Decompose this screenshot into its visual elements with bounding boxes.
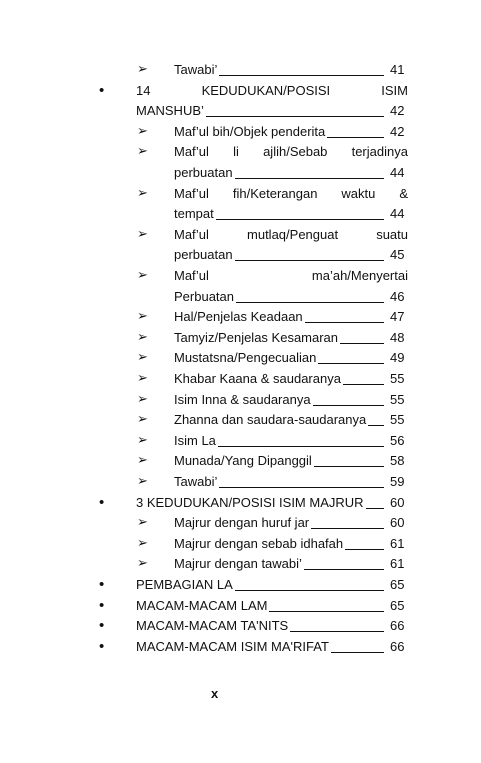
toc-page-number: 55 (390, 412, 405, 428)
toc-page-number: 42 (390, 123, 405, 139)
toc-entry-title: Majrur dengan tawabi’ (174, 556, 302, 572)
toc-entry-title: Majrur dengan huruf jar (174, 515, 310, 531)
toc-entry-title (174, 268, 408, 284)
dot-leader (318, 363, 384, 364)
toc-page-number: 55 (390, 371, 405, 386)
toc-page-number: 44 (390, 165, 405, 180)
dot-leader (368, 425, 384, 426)
toc-entry-title: Tawabi’ (174, 62, 218, 77)
bullet-icon: • (99, 576, 105, 593)
toc-entry-word: ma’ah/Menyertai (311, 268, 408, 283)
dot-leader (216, 219, 384, 220)
arrow-bullet-icon: ➢ (137, 144, 148, 160)
toc-entry-title: MACAM-MACAM LAM (136, 597, 268, 613)
arrow-bullet-icon: ➢ (137, 309, 148, 325)
bullet-icon: • (99, 81, 105, 99)
toc-page-number: 44 (390, 206, 405, 222)
bullet-icon: • (99, 637, 105, 655)
toc-entry-title-continued: MANSHUB’ (136, 103, 204, 119)
toc-entry-title (174, 144, 408, 160)
toc-entry-title (174, 227, 408, 243)
toc-entry-word: Maf’ul (174, 268, 209, 283)
dot-leader (366, 508, 384, 509)
bullet-icon: • (99, 596, 105, 614)
toc-entry-title: Tawabi’ (174, 474, 218, 489)
toc-entry-word: li (233, 144, 239, 160)
dot-leader (235, 260, 384, 261)
toc-page-number: 47 (390, 309, 405, 325)
dot-leader (236, 302, 384, 303)
toc-entry-title (174, 186, 408, 202)
dot-leader (340, 343, 384, 344)
toc-page-number: 61 (390, 535, 405, 551)
arrow-bullet-icon: ➢ (137, 62, 148, 77)
toc-entry-word: Maf’ul (174, 185, 209, 201)
toc-entry-title-continued: perbuatan (174, 247, 233, 263)
dot-leader (219, 75, 384, 76)
toc-page-number: 56 (390, 432, 405, 448)
toc-entry-word: KEDUDUKAN/POSISI (201, 82, 331, 98)
toc-page-number: 46 (390, 288, 405, 304)
dot-leader (206, 116, 384, 117)
arrow-bullet-icon: ➢ (137, 123, 148, 139)
toc-entry-title: Zhanna dan saudara-saudaranya (174, 412, 367, 428)
toc-page-number: 60 (390, 494, 405, 510)
toc-entry-title (136, 83, 408, 99)
toc-page-number: 66 (390, 638, 405, 654)
dot-leader (235, 178, 384, 179)
toc-page-number: 42 (390, 103, 405, 119)
toc-page-number: 48 (390, 329, 405, 345)
toc-entry-title: MACAM-MACAM ISIM MA'RIFAT (136, 638, 329, 654)
arrow-bullet-icon: ➢ (137, 391, 148, 407)
toc-page-number: 65 (390, 577, 405, 592)
toc-entry-title-continued: tempat (174, 206, 214, 222)
dot-leader (343, 384, 384, 385)
toc-entry-word: Maf’ul (174, 226, 209, 242)
page-number: x (211, 686, 219, 701)
arrow-bullet-icon: ➢ (137, 329, 148, 345)
toc-entry-word: terjadinya (351, 144, 408, 160)
dot-leader (305, 322, 384, 323)
toc-entry-title: 3 KEDUDUKAN/POSISI ISIM MAJRUR (136, 494, 364, 510)
dot-leader (331, 652, 384, 653)
toc-entry-title: PEMBAGIAN LA (136, 577, 233, 592)
dot-leader (313, 405, 384, 406)
dot-leader (311, 528, 384, 529)
toc-entry-title: Khabar Kaana & saudaranya (174, 371, 341, 386)
arrow-bullet-icon: ➢ (137, 432, 148, 448)
toc-page-number: 45 (390, 247, 405, 263)
arrow-bullet-icon: ➢ (137, 535, 148, 551)
toc-entry-word: fih/Keterangan (232, 185, 318, 201)
toc-entry-title: Isim La (174, 432, 216, 448)
toc-entry-title: Majrur dengan sebab idhafah (174, 535, 344, 551)
toc-page-number: 55 (390, 391, 405, 407)
toc-entry-title: MACAM-MACAM TA'NITS (136, 618, 289, 634)
toc-entry-word: 14 (136, 82, 151, 98)
toc-page-number: 60 (390, 515, 405, 531)
dot-leader (290, 631, 384, 632)
arrow-bullet-icon: ➢ (137, 474, 148, 489)
toc-entry-word: mutlaq/Penguat (247, 226, 339, 242)
toc-page-number: 41 (390, 62, 405, 77)
arrow-bullet-icon: ➢ (137, 371, 148, 386)
bullet-icon: • (99, 617, 105, 635)
arrow-bullet-icon: ➢ (137, 185, 148, 201)
dot-leader (304, 569, 384, 570)
toc-entry-title: Tamyiz/Penjelas Kesamaran (174, 329, 339, 345)
toc-page-number: 58 (390, 453, 405, 469)
toc-entry-word: ajlih/Sebab (263, 144, 328, 160)
toc-entry-title: Isim Inna & saudaranya (174, 391, 311, 407)
arrow-bullet-icon: ➢ (137, 350, 148, 366)
toc-entry-title: Munada/Yang Dipanggil (174, 453, 312, 469)
dot-leader (235, 590, 384, 591)
toc-page-number: 49 (390, 350, 405, 366)
toc-entry-word: Maf’ul (174, 144, 209, 160)
arrow-bullet-icon: ➢ (137, 556, 148, 572)
arrow-bullet-icon: ➢ (137, 268, 148, 283)
dot-leader (218, 446, 384, 447)
toc-entry-word: suatu (376, 226, 408, 242)
toc-entry-title-continued: Perbuatan (174, 288, 234, 304)
toc-entry-title-continued: perbuatan (174, 165, 233, 180)
dot-leader (269, 611, 384, 612)
toc-page-number: 65 (390, 597, 405, 613)
toc-entry-word: & (399, 185, 408, 201)
dot-leader (345, 549, 384, 550)
toc-entry-title: Hal/Penjelas Keadaan (174, 309, 303, 325)
toc-entry-word: ISIM (381, 82, 408, 98)
dot-leader (327, 137, 384, 138)
arrow-bullet-icon: ➢ (137, 412, 148, 428)
toc-page-number: 61 (390, 556, 405, 572)
toc-page-number: 59 (390, 474, 405, 489)
bullet-icon: • (99, 493, 105, 511)
toc-entry-word: waktu (341, 185, 376, 201)
arrow-bullet-icon: ➢ (137, 226, 148, 242)
dot-leader (219, 487, 384, 488)
toc-page-number: 66 (390, 618, 405, 634)
toc-entry-title: Mustatsna/Pengecualian (174, 350, 317, 366)
arrow-bullet-icon: ➢ (137, 453, 148, 469)
arrow-bullet-icon: ➢ (137, 515, 148, 531)
dot-leader (314, 466, 384, 467)
toc-entry-title: Maf’ul bih/Objek penderita (174, 123, 326, 139)
